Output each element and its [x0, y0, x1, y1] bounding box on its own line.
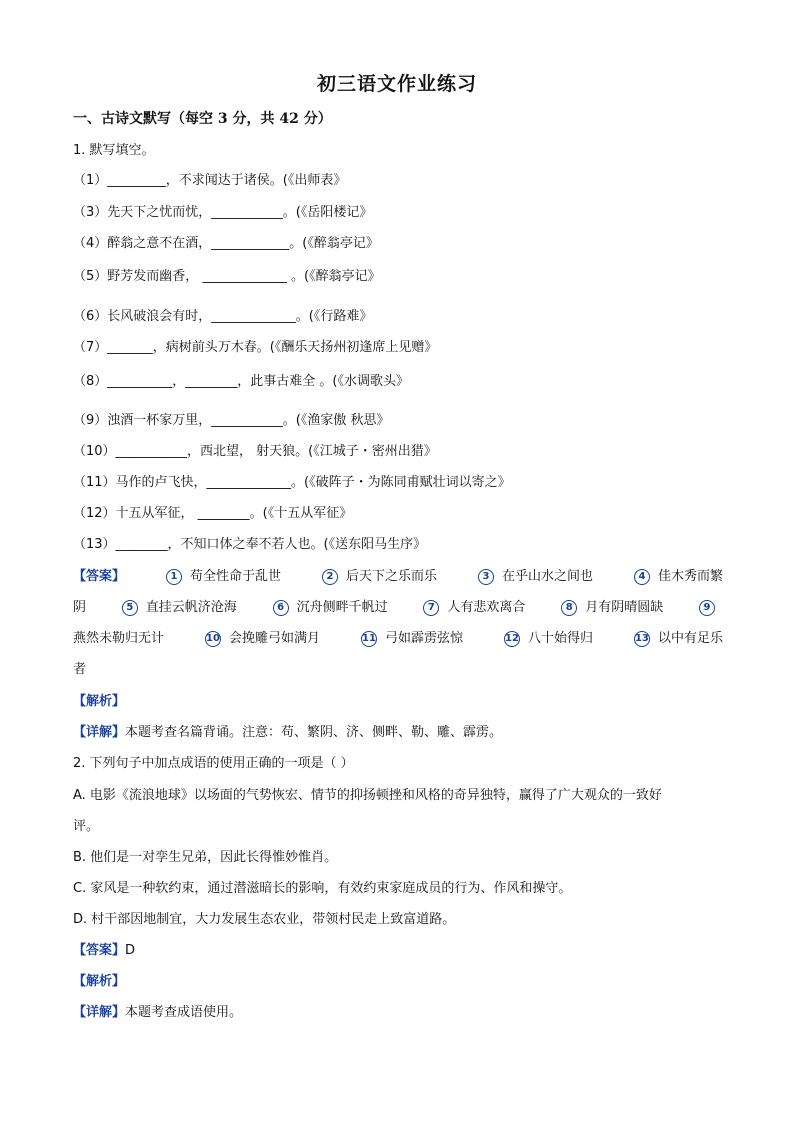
q1-item-4: （4）醉翁之意不在酒，____________。(《醉翁亭记》 — [73, 236, 379, 251]
page-title: 初三语文作业练习 — [316, 73, 477, 95]
q1-item-6: （6）长风破浪会有时，_____________。(《行路难》 — [73, 309, 373, 324]
q2-option-a: A. 电影《流浪地球》以场面的气势恢宏、情节的抑扬顿挫和风格的奇异独特，赢得了广大观众的一致好 — [73, 788, 662, 803]
q1-item-12: （12）十五从军征， ________。(《十五从军征》 — [73, 506, 353, 521]
circled-number: 11 — [361, 631, 377, 647]
section-heading: 一、古诗文默写（每空 3 分，共 42 分） — [73, 111, 332, 127]
answer-row — [73, 568, 723, 586]
circled-number: 13 — [634, 631, 650, 647]
q1-item-7: （7）_______，病树前头万木春。(《酬乐天扬州初逢席上见赠》 — [73, 340, 438, 355]
q1-item-8: （8）__________，________，此事古难全 。(《水调歌头》 — [73, 374, 409, 389]
answer-item: 5 直挂云帆济沧海 — [122, 599, 237, 617]
answer-row — [73, 599, 723, 617]
q2-option-d: D. 村干部因地制宜，大力发展生态农业，带领村民走上致富道路。 — [73, 912, 456, 927]
answer-item: 12 八十始得归 — [504, 631, 593, 646]
q2-detail-line: 【详解】本题考查成语使用。 — [73, 1005, 243, 1020]
q2-option-a-cont: 评。 — [73, 819, 100, 834]
circled-number: 4 — [634, 569, 650, 585]
answer-item: 6 沉舟侧畔千帆过 — [273, 599, 388, 617]
question-2-stem: 2. 下列句子中加点成语的使用正确的一项是（ ） — [73, 756, 354, 771]
answer-item: 4 佳木秀而繁 — [634, 568, 723, 586]
answer-item: 3 在乎山水之间也 — [478, 568, 593, 586]
answer-item: 阴 — [73, 600, 87, 615]
answer-item: 2 后天下之乐而乐 — [322, 568, 437, 586]
detail-line: 【详解】本题考查名篇背诵。注意：苟、繁阴、济、侧畔、勒、雕、霹雳。 — [73, 725, 503, 740]
answer-item: 7 人有悲欢离合 — [423, 599, 525, 617]
q1-item-9: （9）浊酒一杯家万里，___________。(《渔家傲 秋思》 — [73, 413, 390, 428]
circled-number: 1 — [166, 569, 182, 585]
q1-item-3: （3）先天下之忧而忧，___________。(《岳阳楼记》 — [73, 205, 373, 220]
question-1-stem: 1. 默写填空。 — [73, 143, 155, 158]
answer-label: 【答案】 — [73, 569, 126, 584]
circled-number: 9 — [699, 600, 715, 616]
q1-item-1: （1）_________，不求闻达于诸侯。(《出师表》 — [73, 173, 347, 188]
circled-number: 5 — [122, 600, 138, 616]
answer-item: 13 以中有足乐 — [634, 631, 723, 646]
answer-item: 1 苟全性命于乱世 — [166, 568, 281, 586]
q1-item-5: （5）野芳发而幽香， _____________ 。(《醉翁亭记》 — [73, 269, 381, 284]
circled-number: 6 — [273, 600, 289, 616]
q1-item-10: （10）___________，西北望， 射天狼。(《江城子・密州出猎》 — [73, 444, 437, 459]
circled-number: 7 — [423, 600, 439, 616]
answer-continuation: 者 — [73, 662, 87, 677]
circled-number: 12 — [504, 631, 520, 647]
q2-option-b: B. 他们是一对孪生兄弟，因此长得惟妙惟肖。 — [73, 850, 338, 865]
q1-item-11: （11）马作的卢飞快，_____________。(《破阵子・为陈同甫赋壮词以寄之》 — [73, 475, 511, 490]
answer-item — [699, 599, 723, 617]
q2-option-c: C. 家风是一种软约束，通过潜滋暗长的影响，有效约束家庭成员的行为、作风和操守。 — [73, 881, 572, 896]
q2-analysis-label: 【解析】 — [73, 974, 126, 989]
circled-number: 3 — [478, 569, 494, 585]
analysis-label: 【解析】 — [73, 694, 126, 709]
circled-number: 10 — [205, 631, 221, 647]
q2-answer-line: 【答案】D — [73, 943, 136, 958]
circled-number: 2 — [322, 569, 338, 585]
circled-number: 8 — [561, 600, 577, 616]
q1-item-13: （13）________，不知口体之奉不若人也。(《送东阳马生序》 — [73, 537, 427, 552]
answer-item: 11 弓如霹雳弦惊 — [362, 631, 463, 646]
answer-item: 10 会挽雕弓如满月 — [206, 631, 320, 646]
answer-item: 8 月有阴晴圆缺 — [561, 599, 663, 617]
answer-item: 燕然未勒归无计 — [73, 631, 165, 646]
answer-row — [73, 630, 723, 648]
